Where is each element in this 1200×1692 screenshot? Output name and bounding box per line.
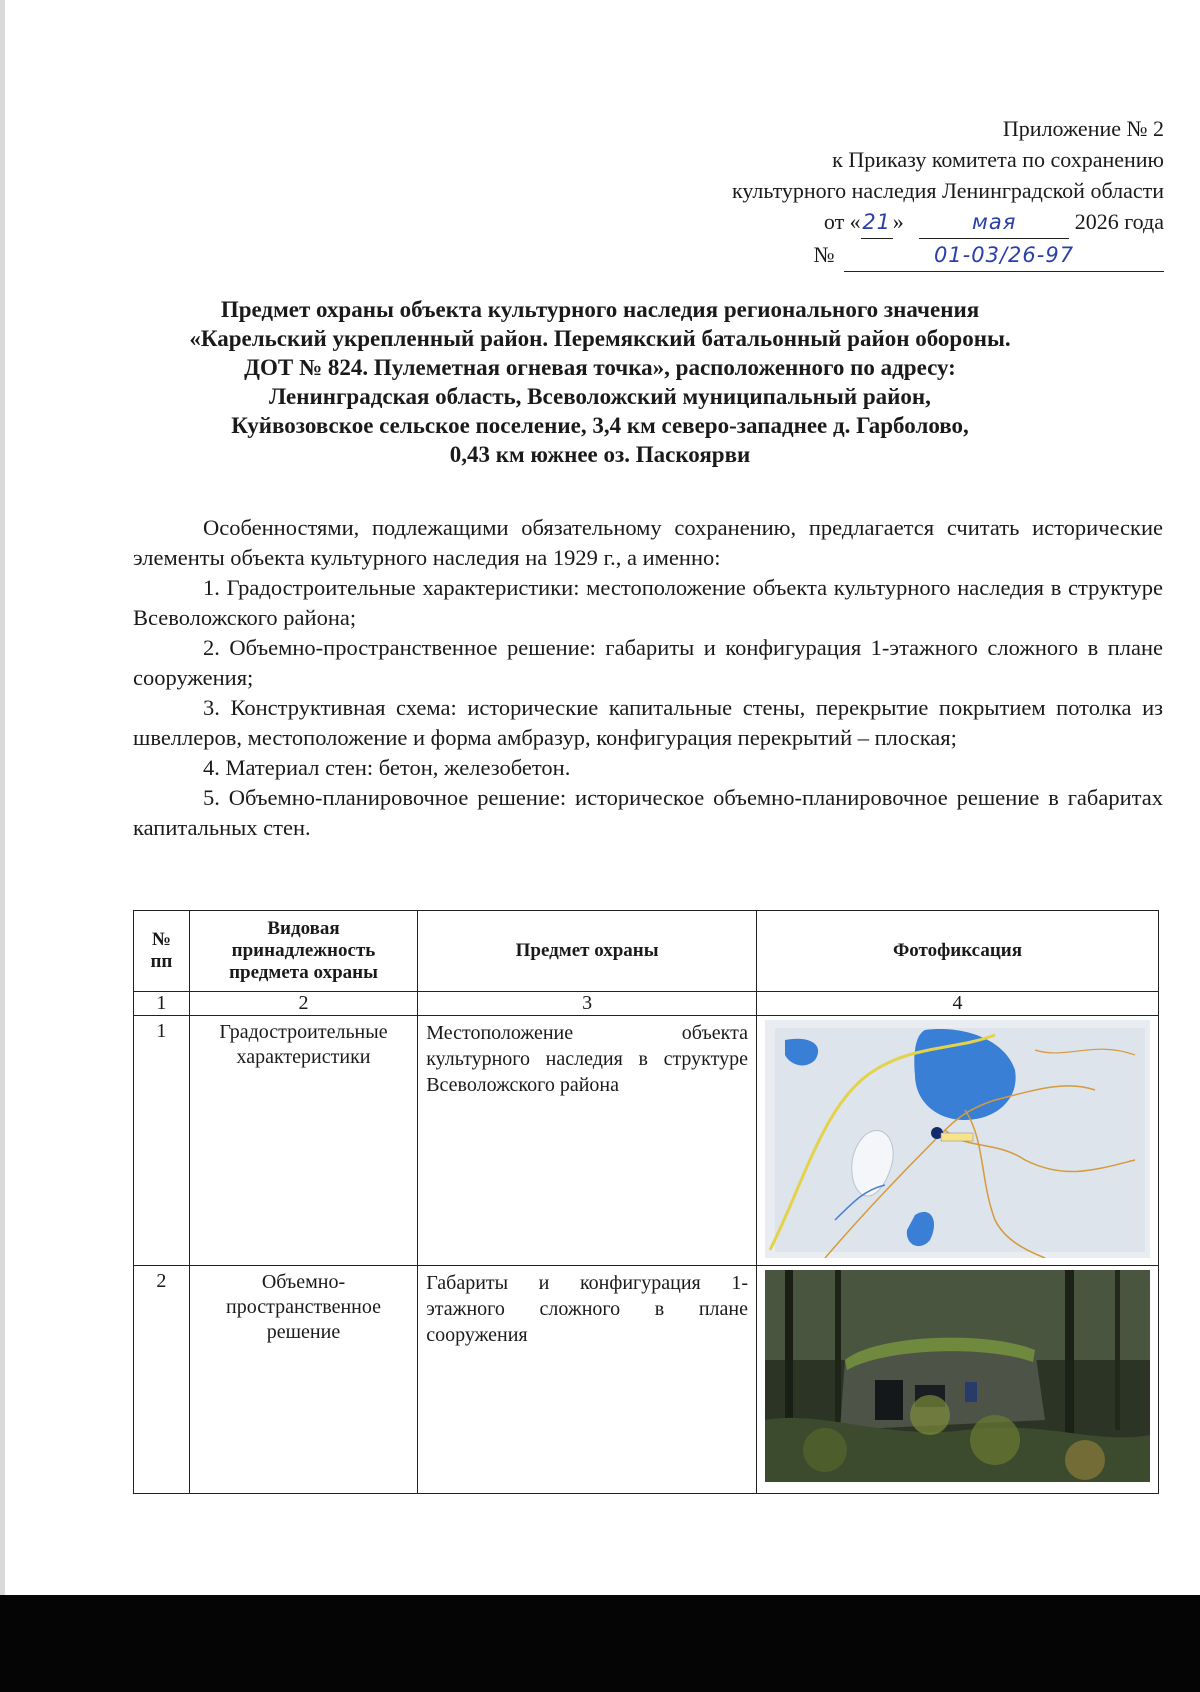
list-item: 3. Конструктивная схема: исторические капитальные стены, перекрытие покрытием потолка из швеллеров, местоположение и форма амбразур, конфигурация перекрытий – плоская; [133, 695, 1163, 750]
row-kind: Объемно-пространственное решение [189, 1266, 417, 1494]
bunker-photo-cell [756, 1266, 1158, 1494]
appendix-number: Приложение № 2 [1002, 116, 1164, 141]
date-day: 21 [861, 207, 893, 239]
row-number: 2 [134, 1266, 190, 1494]
row-kind: Градостроительные характеристики [189, 1016, 417, 1266]
document-title: Предмет охраны объекта культурного наследия регионального значения «Карельский укрепленный район. Перемякский батальонный район обороны. ДОТ № 824. Пулеметная огневая точка», расположенного по адресу: Ленинградская область, Всеволожский муниципальный район, Куйвозовское сельское поселение, 3,4 км северо-западнее д. Гарболово, 0,43 км южнее оз. Паскоярви [189, 297, 1011, 467]
body-text [133, 513, 1163, 843]
scan-edge [0, 0, 5, 1595]
appendix-header [732, 113, 1164, 272]
list-item: 1. Градостроительные характеристики: местоположение объекта культурного наследия в структуре Всеволожского района; [133, 575, 1163, 630]
date-month: мая [919, 207, 1069, 239]
list-item: 2. Объемно-пространственное решение: габариты и конфигурация 1-этажного сложного в плане сооружения; [133, 635, 1163, 690]
order-reference: к Приказу комитета по сохранению [832, 147, 1164, 172]
row-subject: Местоположение объекта культурного наследия в структуре Всеволожского района [418, 1016, 757, 1266]
header-photo: Фотофиксация [756, 911, 1158, 992]
protection-table [133, 910, 1159, 1494]
order-date: от «21» мая 2026 года [732, 206, 1164, 239]
order-number: № 01-03/26-97 [732, 239, 1164, 272]
column-number-row: 1 2 3 4 [134, 992, 1159, 1016]
table-row [134, 1016, 1159, 1266]
scan-black-margin [0, 1595, 1200, 1692]
map-photo-cell [756, 1016, 1158, 1266]
list-item: 4. Материал стен: бетон, железобетон. [203, 755, 571, 780]
bunker-photo-image [765, 1270, 1150, 1482]
table-header-row [134, 911, 1159, 992]
committee-name: культурного наследия Ленинградской области [732, 178, 1164, 203]
row-subject: Габариты и конфигурация 1-этажного сложного в плане сооружения [418, 1266, 757, 1494]
table-row [134, 1266, 1159, 1494]
intro-paragraph: Особенностями, подлежащими обязательному сохранению, предлагается считать исторические элементы объекта культурного наследия на 1929 г., а именно: [133, 515, 1163, 570]
row-number: 1 [134, 1016, 190, 1266]
order-number-value: 01-03/26-97 [844, 240, 1164, 272]
header-kind: Видовая принадлежность предмета охраны [189, 911, 417, 992]
list-item: 5. Объемно-планировочное решение: историческое объемно-планировочное решение в габаритах капитальных стен. [133, 785, 1163, 840]
header-subject: Предмет охраны [418, 911, 757, 992]
header-number: № пп [134, 911, 190, 992]
location-map-image [765, 1020, 1150, 1258]
